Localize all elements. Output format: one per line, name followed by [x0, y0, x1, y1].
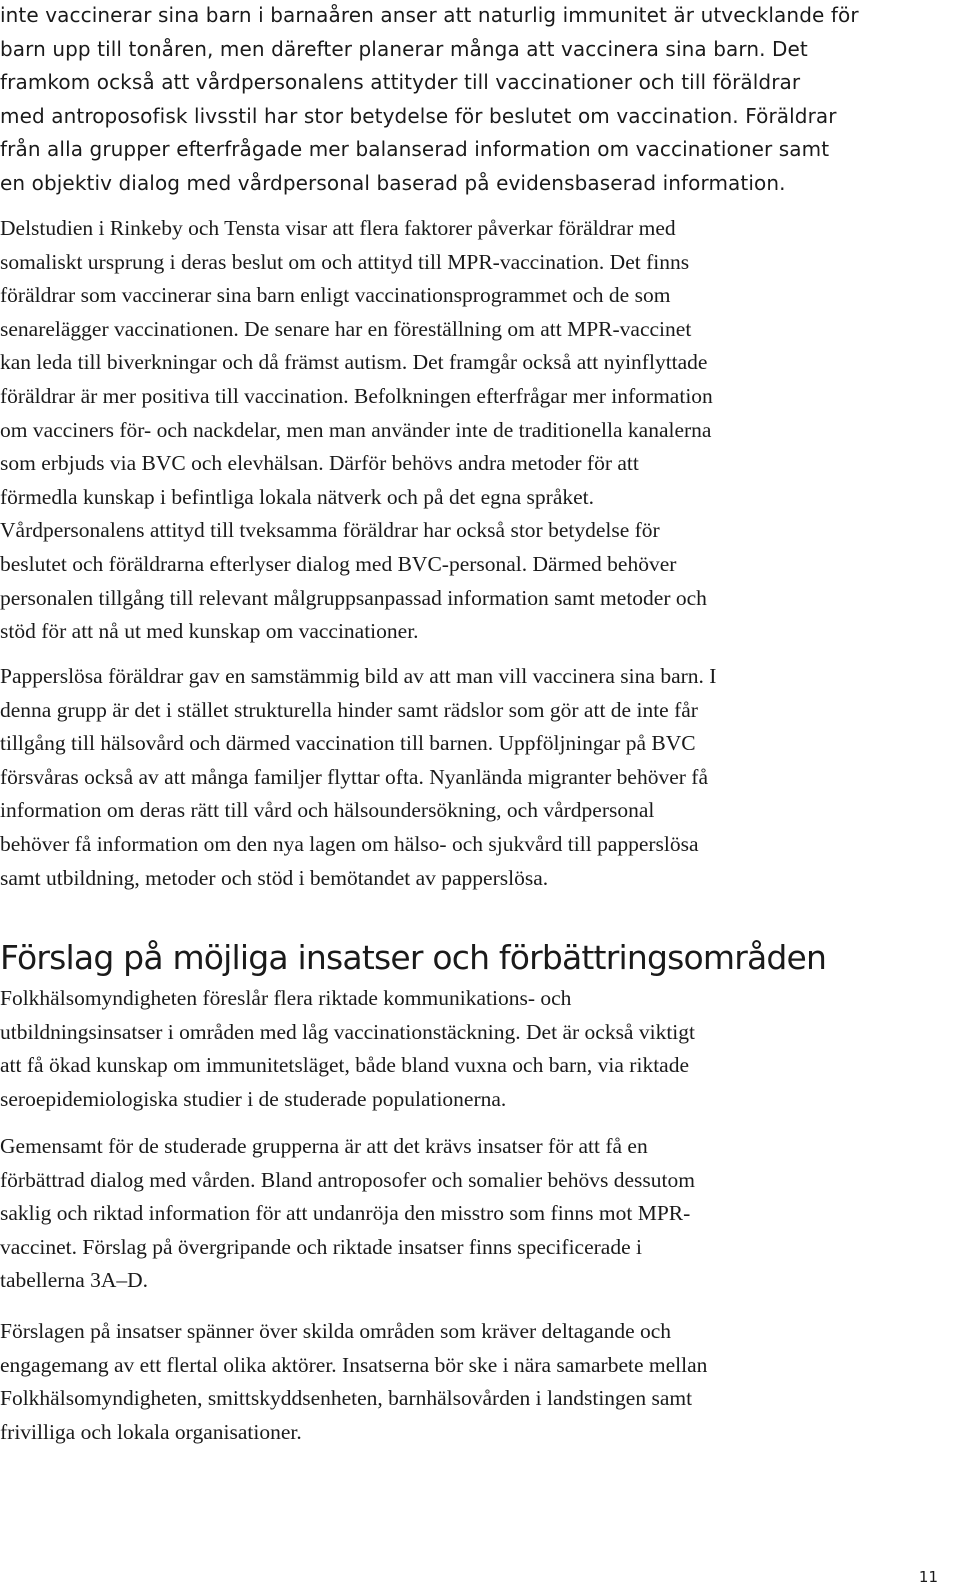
paragraph-rinkeby-tensta: Delstudien i Rinkeby och Tensta visar att flera faktorer påverkar föräldrar med somaliskt ursprung i deras beslut om och attityd till MPR-vaccination. Det finns föräldrar som vaccinerar sina barn enligt vaccinationsprogrammet och de som senarelägger vaccinationen. De senare har en föreställning om att MPR-vaccinet kan leda till biverkningar och då främst autism. Det framgår också att nyinflyttade föräldrar är mer positiva till vaccination. Befolkningen efterfrågar mer information om vacciners för- och nackdelar, men man använder inte de traditionella kanalerna som erbjuds via BVC och elevhälsan. Därför behövs andra metoder för att förmedla kunskap i befintliga lokala nätverk och på det egna språket. Vårdpersonalens attityd till tveksamma föräldrar har också stor betydelse för beslutet och föräldrarna efterlyser dialog med BVC-personal. Därmed behöver personalen tillgång till relevant målgruppsanpassad information samt metoder och stöd för att nå ut med kunskap om vaccinationer. — [0, 216, 713, 644]
paragraph-forslagen: Förslagen på insatser spänner över skilda områden som kräver deltagande och engagemang av ett flertal olika aktörer. Insatserna bör ske i nära samarbete mellan Folkhälsomyndigheten, smittskyddsenheten, barnhälsovården i landstingen samt frivilliga och lokala organisationer. — [0, 1319, 708, 1444]
section-heading: Förslag på möjliga insatser och förbättringsområden — [0, 938, 827, 977]
paragraph-antroposofer: inte vaccinerar sina barn i barnaåren anser att naturlig immunitet är utvecklande för barn upp till tonåren, men därefter planerar många att vaccinera sina barn. Det framkom också att vårdpersonalens attityder till vaccinationer och till föräldrar med antroposofisk livsstil har stor betydelse för beslutet om vaccination. Föräldrar från alla grupper efterfrågade mer balanserad information om vaccinationer samt en objektiv dialog med vårdpersonal baserad på evidensbaserad information. — [0, 3, 859, 195]
paragraph-papperslosa: Papperslösa föräldrar gav en samstämmig bild av att man vill vaccinera sina barn. I denna grupp är det i stället strukturella hinder samt rädslor som gör att de inte får tillgång till hälsovård och därmed vaccination till barnen. Uppföljningar på BVC försvåras också av att många familjer flyttar ofta. Nyanlända migranter behöver få information om deras rätt till vård och hälsoundersökning, och vårdpersonal behöver få information om den nya lagen om hälso- och sjukvård till papperslösa samt utbildning, metoder och stöd i bemötandet av papperslösa. — [0, 664, 717, 890]
paragraph-gemensamt: Gemensamt för de studerade grupperna är att det krävs insatser för att få en förbättrad dialog med vården. Bland antroposofer och somalier behövs dessutom saklig och riktad information för att undanröja den misstro som finns mot MPR- vaccinet. Förslag på övergripande och riktade insatser finns specificerade i tabellerna 3A–D. — [0, 1134, 695, 1293]
page-number: 11 — [918, 1568, 938, 1586]
paragraph-folkhalsomyndigheten: Folkhälsomyndigheten föreslår flera riktade kommunikations- och utbildningsinsatser i områden med låg vaccinationstäckning. Det är också viktigt att få ökad kunskap om immunitetsläget, både bland vuxna och barn, via riktade seroepidemiologiska studier i de studerade populationerna. — [0, 986, 695, 1111]
